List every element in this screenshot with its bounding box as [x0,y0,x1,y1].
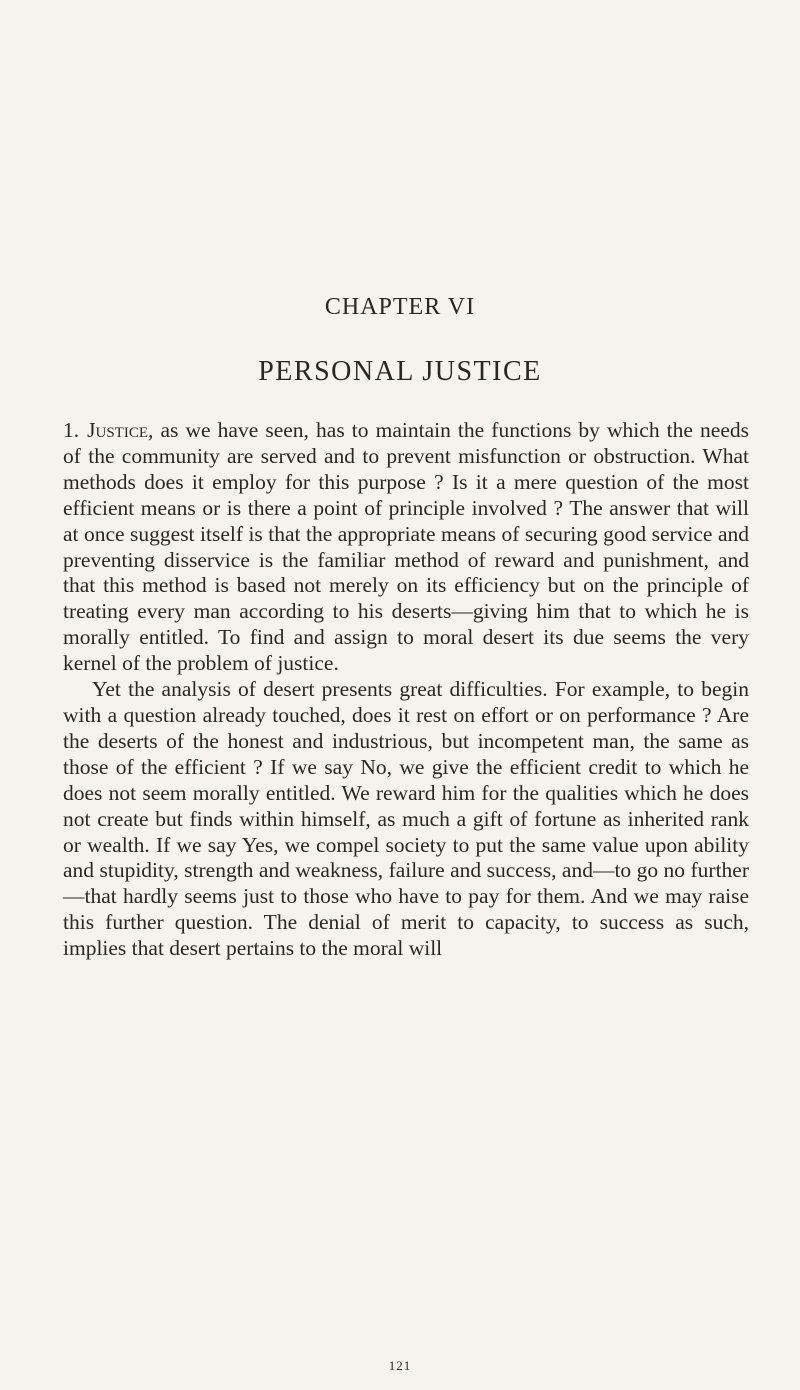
paragraph-1-text: , as we have seen, has to maintain the functions by which the needs of the community are served and to prevent misfunction or obstruction. What methods does it employ for this purpose ? Is it a mere question of the most efficient means or is there a point of principle involved ? The answer that will at once suggest itself is that the appropriate means of securing good service and preventing disservice is the familiar method of reward and punishment, and that this method is based not merely on its efficiency but on the principle of treating every man according to his deserts—giving him that to which he is morally entitled. To find and assign to moral desert its due seems the very kernel of the problem of justice. [63,418,749,676]
paragraph-1 [63,418,749,677]
page-number: 121 [388,1358,412,1373]
paragraph-2 [63,677,749,962]
body-text [63,418,749,962]
paragraph-2-text: Yet the analysis of desert presents great difficulties. For example, to begin with a question already touched, does it rest on effort or on performance ? Are the deserts of the honest and industrious, but incompetent man, the same as those of the efficient ? If we say No, we give the efficient credit to which he does not seem morally entitled. We reward him for the qualities which he does not create but finds within himself, as much a gift of fortune as inherited rank or wealth. If we say Yes, we compel society to put the same value upon ability and stupidity, strength and weakness, failure and success, and—to go no further—that hardly seems just to those who have to pay for them. And we may raise this further question. The denial of merit to capacity, to success as such, implies that desert pertains to the moral will [63,677,749,961]
lead-word: Justice [87,418,148,442]
section-number: 1. [63,418,80,442]
chapter-number: CHAPTER VI [324,294,476,320]
chapter-title: PERSONAL JUSTICE [258,356,542,387]
